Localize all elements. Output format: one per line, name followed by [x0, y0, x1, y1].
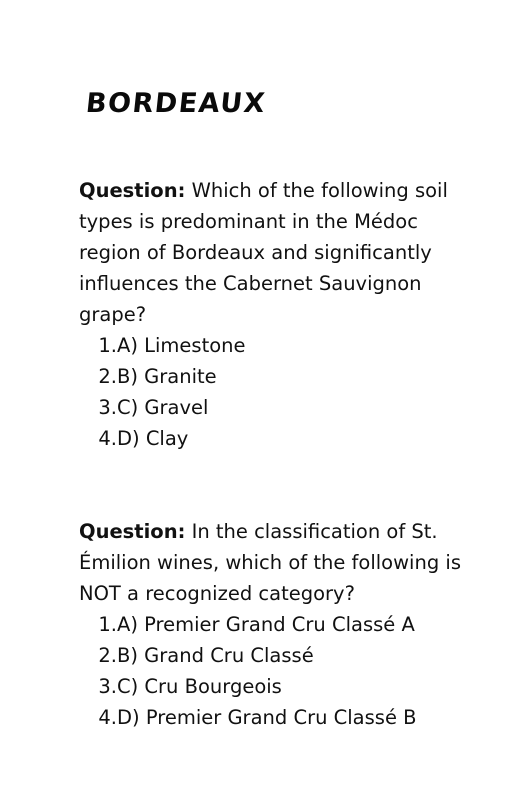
option-number: 1.	[98, 613, 117, 636]
question-block-2	[79, 516, 469, 733]
option-text: D) Clay	[117, 427, 189, 450]
answer-option	[79, 330, 469, 361]
page-title: BORDEAUX	[84, 88, 268, 119]
question-text	[79, 175, 469, 330]
answer-option	[79, 392, 469, 423]
answer-option	[79, 609, 469, 640]
question-label: Question:	[79, 520, 186, 543]
option-text: B) Grand Cru Classé	[117, 644, 314, 667]
answer-options	[79, 330, 469, 454]
question-label: Question:	[79, 179, 186, 202]
answer-option	[79, 423, 469, 454]
option-text: B) Granite	[117, 365, 217, 388]
option-text: D) Premier Grand Cru Classé B	[117, 706, 417, 729]
option-number: 4.	[98, 427, 117, 450]
question-body: In the classification of St. Émilion wines, which of the following is NOT a recognized category?	[79, 520, 461, 605]
answer-option	[79, 671, 469, 702]
option-number: 1.	[98, 334, 117, 357]
option-text: C) Cru Bourgeois	[117, 675, 282, 698]
answer-option	[79, 702, 469, 733]
option-number: 2.	[98, 644, 117, 667]
answer-options	[79, 609, 469, 733]
answer-option	[79, 361, 469, 392]
option-text: A) Premier Grand Cru Classé A	[117, 613, 415, 636]
option-text: C) Gravel	[117, 396, 209, 419]
option-number: 2.	[98, 365, 117, 388]
option-number: 3.	[98, 396, 117, 419]
question-body: Which of the following soil types is predominant in the Médoc region of Bordeaux and significantly influences the Cabernet Sauvignon grape?	[79, 179, 448, 326]
option-text: A) Limestone	[117, 334, 246, 357]
option-number: 3.	[98, 675, 117, 698]
answer-option	[79, 640, 469, 671]
question-text	[79, 516, 469, 609]
option-number: 4.	[98, 706, 117, 729]
question-block-1	[79, 175, 469, 454]
